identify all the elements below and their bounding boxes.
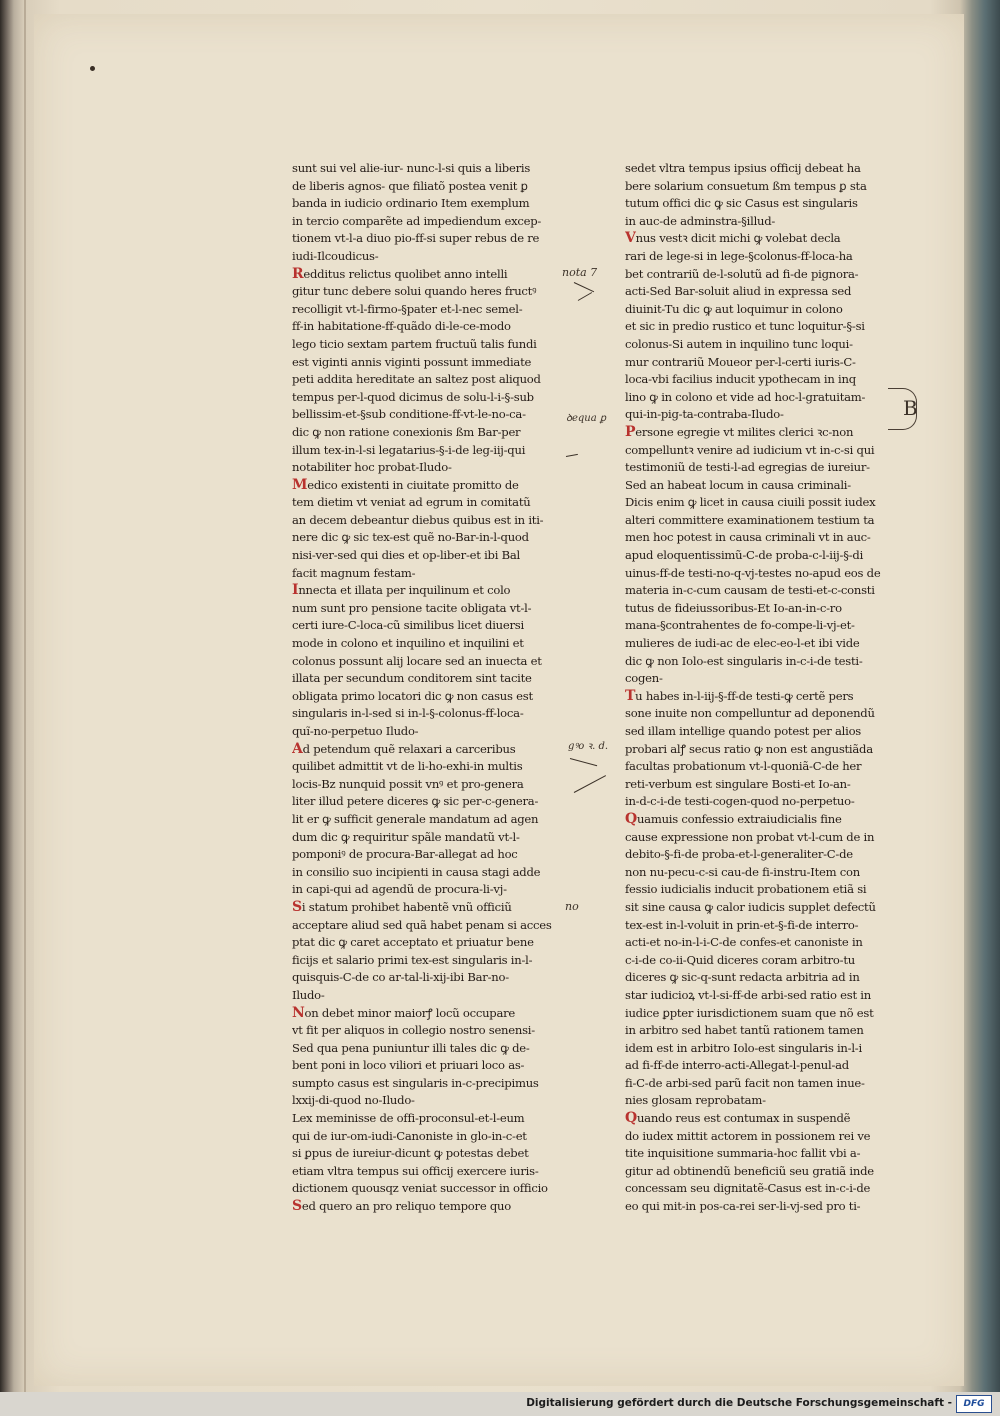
text-line: si ꝑpus de iureiur-dicunt ꝙ potestas debet xyxy=(292,1146,529,1161)
text-line: bent poni in loco viliori et priuari loco as- xyxy=(292,1058,525,1073)
text-line: acti-et no-in-l-i-C-de confes-et canoniste in xyxy=(625,935,863,950)
text-line: tite inquisitione summaria-hoc fallit vbi a- xyxy=(625,1146,861,1161)
text-line: et sic in predio rustico et tunc loquitur-§-si xyxy=(625,319,865,334)
text-line: Redditus relictus quolibet anno intelli xyxy=(292,265,508,282)
text-line: ficijs et salario primi tex-est singularis in-l- xyxy=(292,952,533,967)
text-line: Innecta et illata per inquilinum et colo xyxy=(292,582,511,599)
text-line: iudi-Ilcoudicus- xyxy=(292,248,379,263)
text-line: obligata primo locatori dic ꝙ non casus est xyxy=(292,688,533,703)
text-line: illum tex-in-l-si legatarius-§-i-de leg-iij-qui xyxy=(292,442,526,457)
text-line: sedet vltra tempus ipsius officij debeat ha xyxy=(625,161,861,175)
text-line: certi iure-C-loca-cũ similibus licet diuersi xyxy=(292,618,524,633)
text-line: fessio iudicialis inducit probationem etiã si xyxy=(625,882,867,897)
text-line: Sed quero an pro reliquo tempore quo xyxy=(292,1198,511,1215)
text-line: bere solarium consuetum ßm tempus ꝑ sta xyxy=(625,178,867,193)
text-line: de liberis agnos- que filiatõ postea venit ꝑ xyxy=(292,178,528,193)
text-line: Lex meminisse de offi-proconsul-et-l-eum xyxy=(292,1111,525,1126)
text-line: tionem vt-l-a diuo pio-ff-si super rebus de re xyxy=(292,231,540,246)
funding-credit: Digitalisierung gefördert durch die Deutsche Forschungsgemeinschaft - xyxy=(526,1397,952,1409)
page-binding-edge xyxy=(24,0,26,1392)
text-line: iudice ꝑpter iurisdictionem suam que nõ est xyxy=(625,1005,874,1020)
text-line: lit er ꝙ sufficit generale mandatum ad agen xyxy=(292,811,539,826)
text-line: quisquis-C-de co ar-tal-li-xij-ibi Bar-no- xyxy=(292,970,509,985)
text-line: sumpto casus est singularis in-c-precipimus xyxy=(292,1075,539,1090)
text-line: Quamuis confessio extraiudicialis fine xyxy=(625,810,842,827)
text-line: uinus-ff-de testi-no-q-vj-testes no-apud eos de xyxy=(625,565,881,580)
text-line: locis-Bz nunquid possit vnꝰ et pro-genera xyxy=(292,776,524,791)
text-line: Dicis enim ꝙ licet in causa ciuili possit iudex xyxy=(625,495,876,510)
text-line: cogen- xyxy=(625,671,663,686)
text-line: ad fi-ff-de interro-acti-Allegat-l-penul-ad xyxy=(625,1058,849,1073)
text-line: tem dietim vt veniat ad egrum in comitatũ xyxy=(292,495,531,510)
text-line: tutus de fideiussoribus-Et Io-an-in-c-ro xyxy=(625,600,842,615)
text-line: etiam vltra tempus sui officij exercere iuris- xyxy=(292,1163,539,1178)
text-line: in-d-c-i-de testi-cogen-quod no-perpetuo- xyxy=(625,794,855,809)
text-line: Ad petendum quẽ relaxari a carceribus xyxy=(292,740,516,757)
text-line: sone inuite non compelluntur ad deponendũ xyxy=(625,706,875,721)
text-line: dic ꝙ non ratione conexionis ßm Bar-per xyxy=(292,424,521,439)
text-line: banda in iudicio ordinario Item exemplum xyxy=(292,196,530,211)
text-line: gitur ad obtinendũ beneficiũ seu gratiã inde xyxy=(625,1163,874,1178)
margin-bracket xyxy=(888,388,917,430)
text-line: Iludo- xyxy=(292,987,325,1002)
text-line: compelluntꝛ venire ad iudicium vt in-c-si qui xyxy=(625,442,875,457)
text-line: materia in-c-cum causam de testi-et-c-consti xyxy=(625,583,875,598)
text-line: tex-est in-l-voluit in prin-et-§-fi-de interro- xyxy=(625,917,859,932)
text-line: quĩ-no-perpetuo Iludo- xyxy=(292,724,419,738)
text-line: Si statum prohibet habentẽ vnũ officiũ xyxy=(292,898,512,915)
left-text-column xyxy=(292,160,554,1216)
text-line: bet contrariũ de-l-solutũ ad fi-de pignora- xyxy=(625,266,859,281)
text-line: Tu habes in-l-iij-§-ff-de testi-ꝙ certẽ pers xyxy=(625,687,854,704)
text-line: apud eloquentissimũ-C-de proba-c-l-iij-§-di xyxy=(625,548,864,563)
text-line: in arbitro sed habet tantũ rationem tamen xyxy=(625,1023,864,1038)
text-line: mur contrariũ Moueor per-l-certi iuris-C- xyxy=(625,354,856,369)
text-line: dum dic ꝙ requiritur spãle mandatũ vt-l- xyxy=(292,829,520,844)
text-line: cause expressione non probat vt-l-cum de in xyxy=(625,829,875,844)
text-line: qui de iur-om-iudi-Canoniste in glo-in-c-et xyxy=(292,1128,527,1143)
right-text-column xyxy=(625,160,887,1216)
text-line: men hoc potest in causa criminali vt in auc- xyxy=(625,530,871,545)
text-line: fi-C-de arbi-sed parũ facit non tamen inue- xyxy=(625,1075,865,1090)
text-line: Sed an habeat locum in causa criminali- xyxy=(625,477,851,492)
ink-dot xyxy=(90,66,95,71)
text-line: ptat dic ꝙ caret acceptato et priuatur bene xyxy=(292,935,534,950)
marginal-note-4: no xyxy=(565,900,579,913)
text-line: nies glosam reprobatam- xyxy=(625,1093,766,1108)
text-line: non nu-pecu-c-si cau-de fi-instru-Item con xyxy=(625,864,860,879)
marginal-note-1: nota 7 xyxy=(562,266,598,279)
text-line: facultas probationum vt-l-quoniã-C-de her xyxy=(625,759,862,774)
text-line: rari de lege-si in lege-§colonus-ff-loca-ha xyxy=(625,248,853,263)
text-line: idem est in arbitro Iolo-est singularis in-l-i xyxy=(625,1040,862,1055)
text-line: notabiliter hoc probat-Iludo- xyxy=(292,460,452,475)
text-line: singularis in-l-sed si in-l-§-colonus-ff-loca- xyxy=(292,706,524,721)
text-line: loca-vbi facilius inducit ypothecam in inq xyxy=(625,372,856,387)
text-line: mode in colono et inquilino et inquilini et xyxy=(292,636,524,651)
text-line: recolligit vt-l-firmo-§pater et-l-nec semel- xyxy=(292,301,523,316)
text-line: est viginti annis viginti possunt immediate xyxy=(292,354,532,369)
text-line: do iudex mittit actorem in possionem rei ve xyxy=(625,1128,871,1143)
dfg-logo: DFG xyxy=(956,1395,992,1413)
text-line: mana-§contrahentes de fo-compe-li-vj-et- xyxy=(625,618,855,633)
text-line: illata per secundum conditorem sint tacite xyxy=(292,671,532,686)
text-line: in auc-de adminstra-§illud- xyxy=(625,213,776,228)
text-line: Sed qua pena puniuntur illi tales dic ꝙ de- xyxy=(292,1040,530,1055)
text-line: tutum offici dic ꝙ sic Casus est singularis xyxy=(625,196,858,211)
text-line: in consilio suo incipienti in causa stagi adde xyxy=(292,864,541,879)
text-line: mulieres de iudi-ac de elec-eo-l-et ibi vide xyxy=(625,636,860,651)
text-line: liter illud petere diceres ꝙ sic per-c-genera- xyxy=(292,794,539,809)
text-line: debito-§-fi-de proba-et-l-generaliter-C-de xyxy=(625,847,853,862)
text-line: Vnus vestꝛ dicit michi ꝙ volebat decla xyxy=(625,230,841,247)
text-line: qui-in-pig-ta-contraba-Iludo- xyxy=(625,407,784,422)
text-line: eo qui mit-in pos-ca-rei ser-li-vj-sed pro ti- xyxy=(625,1199,861,1214)
text-line: Medico existenti in ciuitate promitto de xyxy=(292,476,519,493)
text-line: alteri committere examinationem testium ta xyxy=(625,512,875,527)
text-line: in capi-qui ad agendũ de procura-li-vj- xyxy=(292,882,507,897)
text-line: concessam seu dignitatẽ-Casus est in-c-i-de xyxy=(625,1181,871,1196)
text-line: testimoniũ de testi-l-ad egregias de iureiur- xyxy=(625,460,870,475)
text-line: nisi-ver-sed qui dies et op-liber-et ibi Bal xyxy=(292,548,520,563)
text-line: acti-Sed Bar-soluit aliud in expressa sed xyxy=(625,284,852,299)
text-line: facit magnum festam- xyxy=(292,565,416,580)
text-line: dictionem quousqz veniat successor in officio xyxy=(292,1181,548,1196)
text-line: sed illam intellige quando potest per alios xyxy=(625,724,862,738)
text-line: num sunt pro pensione tacite obligata vt-l- xyxy=(292,600,532,615)
marginal-note-3: gꝰo ꝛ. d. xyxy=(568,741,609,752)
text-line: lego ticio sextam partem fructuũ talis fundi xyxy=(292,336,537,351)
text-line: star iudicioꝝ vt-l-si-ff-de arbi-sed ratio est in xyxy=(625,987,871,1002)
text-line: diceres ꝙ sic-q-sunt redacta arbitria ad in xyxy=(625,970,860,985)
text-line: peti addita hereditate an saltez post aliquod xyxy=(292,372,541,387)
text-line: nere dic ꝙ sic tex-est quẽ no-Bar-in-l-quod xyxy=(292,530,529,545)
text-line: ff-in habitatione-ff-quãdo di-le-ce-modo xyxy=(292,319,511,334)
marginal-letter: B xyxy=(903,396,918,420)
text-line: gitur tunc debere solui quando heres fructꝰ xyxy=(292,284,537,299)
text-line: colonus possunt alij locare sed an inuecta et xyxy=(292,653,542,668)
marginal-note-2: ꝺequa ꝑ xyxy=(566,413,607,424)
text-line: colonus-Si autem in inquilino tunc loqui- xyxy=(625,336,853,351)
text-line: bellissim-et-§sub conditione-ff-vt-le-no-ca- xyxy=(292,407,526,422)
text-line: sit sine causa ꝙ calor iudicis supplet defectũ xyxy=(625,899,876,914)
text-line: pomponiꝰ de procura-Bar-allegat ad hoc xyxy=(292,847,518,862)
text-line: quilibet admittit vt de li-ho-exhi-in multis xyxy=(292,759,523,774)
text-line: dic ꝙ non Iolo-est singularis in-c-i-de testi- xyxy=(625,653,863,668)
text-line: diuinit-Tu dic ꝙ aut loquimur in colono xyxy=(625,301,843,316)
text-line: in tercio comparẽte ad impediendum excep- xyxy=(292,213,542,228)
text-line: Quando reus est contumax in suspendẽ xyxy=(625,1110,851,1127)
text-line: tempus per-l-quod dicimus de solu-l-i-§-sub xyxy=(292,389,534,404)
text-line: reti-verbum est singulare Bosti-et Io-an- xyxy=(625,776,851,791)
text-line: lino ꝙ in colono et vide ad hoc-l-gratuitam- xyxy=(625,389,866,404)
text-line: lxxij-di-quod no-Iludo- xyxy=(292,1093,415,1108)
text-line: acceptare aliud sed quã habet penam si acces xyxy=(292,917,552,932)
text-line: an decem debeantur diebus quibus est in iti- xyxy=(292,512,544,527)
text-line: probari alꝭ secus ratio ꝙ non est angustiãda xyxy=(625,741,873,756)
text-line: c-i-de co-ii-Quid diceres coram arbitro-tu xyxy=(625,952,855,967)
text-line: sunt sui vel alie-iur- nunc-l-si quis a liberis xyxy=(292,161,531,175)
text-line: vt fit per aliquos in collegio nostro senensi- xyxy=(292,1023,535,1038)
text-line: Persone egregie vt milites clerici ꝛc-non xyxy=(625,423,854,440)
text-line: Non debet minor maiorꝭ locũ occupare xyxy=(292,1004,516,1021)
